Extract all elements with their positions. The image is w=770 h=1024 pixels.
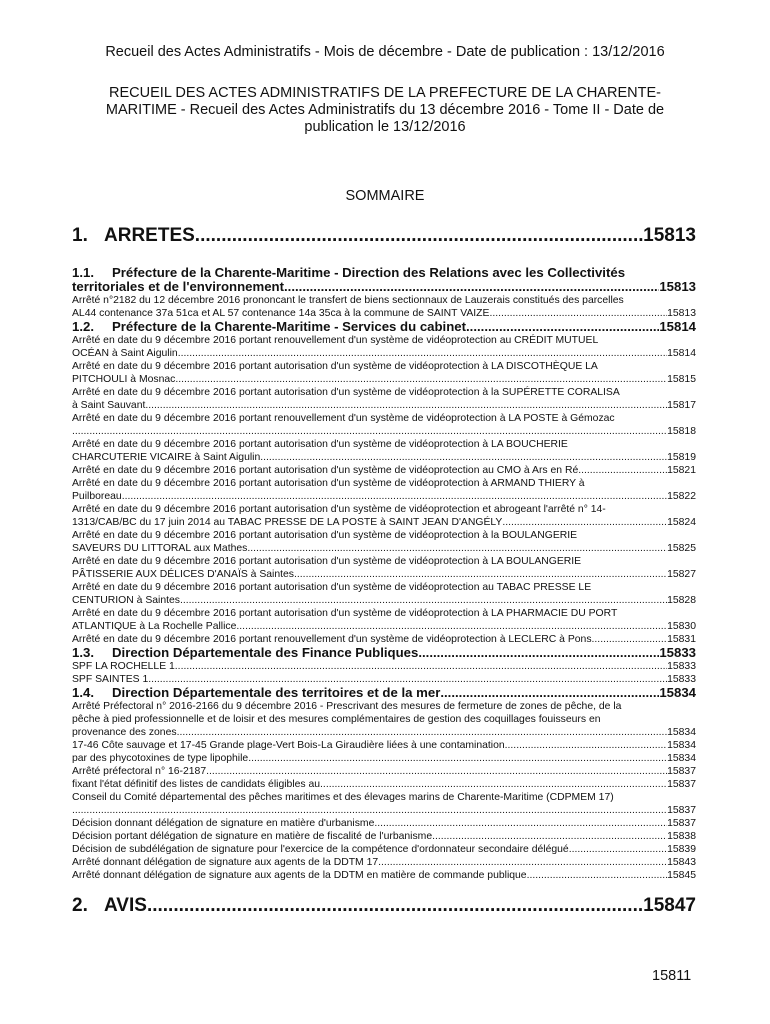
leader-dots: [578, 464, 667, 477]
title-line: publication le 13/12/2016: [304, 119, 466, 135]
toc-entry[interactable]: [72, 555, 696, 581]
leader-dots: [122, 490, 667, 503]
entry-text: 17-46 Côte sauvage et 17-45 Grande plage-Vert Bois-La Giraudière liées à une contamination: [72, 740, 505, 751]
page-ref: 15845: [667, 870, 696, 881]
page-ref: 15837: [667, 805, 696, 816]
entry-text: PITCHOULI à Mosnac: [72, 374, 176, 385]
page-ref: 15837: [667, 818, 696, 829]
page-ref: 15814: [667, 348, 696, 359]
page-ref: 15822: [667, 491, 696, 502]
leader-dots: [440, 686, 659, 700]
leader-dots: [206, 765, 667, 778]
leader-dots: [148, 673, 667, 686]
leader-dots: [147, 895, 643, 917]
leader-dots: [432, 830, 667, 843]
section-1-3-heading[interactable]: [72, 646, 696, 660]
page-ref: 15813: [667, 308, 696, 319]
page-ref: 15824: [667, 517, 696, 528]
entry-text: Arrêté en date du 9 décembre 2016 portant renouvellement d'un système de vidéoprotection à LECLERC à Pons: [72, 634, 592, 645]
part-number: 2.: [72, 895, 88, 916]
leader-dots: [195, 225, 643, 247]
entry-text: SPF SAINTES 1: [72, 674, 149, 685]
page-ref: 15831: [667, 634, 696, 645]
entry-text: Arrêté donnant délégation de signature aux agents de la DDTM en matière de commande publique: [72, 870, 527, 881]
section-1-1-entries: [72, 294, 696, 320]
page-ref: 15819: [667, 452, 696, 463]
entry-text: Arrêté en date du 9 décembre 2016 portant autorisation d'un système de vidéoprotection au CMO à Ars en Ré: [72, 465, 579, 476]
entry-text: CHARCUTERIE VICAIRE à Saint Aigulin: [72, 452, 261, 463]
entry-text: Décision donnant délégation de signature en matière d'urbanisme: [72, 818, 375, 829]
entry-text: Arrêté en date du 9 décembre 2016 portant autorisation d'un système de vidéoprotection à LA BOUCHERIE: [72, 439, 568, 450]
entry-text: Arrêté en date du 9 décembre 2016 portant renouvellement d'un système de vidéoprotection à LA POSTE à Gémozac: [72, 413, 615, 424]
toc-part-2[interactable]: [72, 895, 696, 917]
page-ref: 15837: [667, 766, 696, 777]
leader-dots: [72, 425, 667, 438]
toc-entry[interactable]: [72, 529, 696, 555]
entry-text: Arrêté en date du 9 décembre 2016 portant autorisation d'un système de vidéoprotection à LA BOULANGERIE: [72, 556, 582, 567]
leader-dots: [175, 373, 667, 386]
leader-dots: [247, 542, 667, 555]
page-ref: 15813: [659, 280, 696, 294]
toc-entry[interactable]: [72, 660, 696, 673]
leader-dots: [294, 568, 667, 581]
page-ref: 15833: [659, 646, 696, 660]
toc-entry[interactable]: [72, 438, 696, 464]
page-ref: 15834: [659, 686, 696, 700]
entry-text: Arrêté préfectoral n° 16-2187: [72, 766, 207, 777]
page-ref: 15818: [667, 426, 696, 437]
leader-dots: [248, 752, 667, 765]
part-number: 1.: [72, 225, 88, 246]
leader-dots: [505, 739, 667, 752]
page-ref: 15847: [643, 895, 696, 916]
document-title: [68, 85, 702, 136]
entry-text: Arrêté en date du 9 décembre 2016 portant autorisation d'un système de vidéoprotection au TABAC PRESSE LE: [72, 582, 592, 593]
toc-entry[interactable]: [72, 778, 696, 791]
entry-text: SPF LA ROCHELLE 1: [72, 661, 175, 672]
page-ref: 15843: [667, 857, 696, 868]
entry-text: Arrêté en date du 9 décembre 2016 portant autorisation d'un système de vidéoprotection à ARMAND THIERY à: [72, 478, 585, 489]
leader-dots: [527, 869, 668, 882]
toc-entry[interactable]: [72, 830, 696, 843]
page-ref: 15834: [667, 727, 696, 738]
leader-dots: [502, 516, 667, 529]
leader-dots: [236, 620, 667, 633]
page-ref: 15839: [667, 844, 696, 855]
leader-dots: [178, 347, 667, 360]
toc-part-1[interactable]: [72, 225, 696, 247]
leader-dots: [175, 660, 667, 673]
section-label: territoriales et de l'environnement: [72, 280, 284, 294]
section-label: Préfecture de la Charente-Maritime - Services du cabinet: [112, 320, 466, 334]
section-label: Préfecture de la Charente-Maritime - Direction des Relations avec les Collectivités: [112, 265, 626, 280]
section-1-1-heading[interactable]: [72, 266, 696, 294]
toc-entry[interactable]: [72, 334, 696, 360]
entry-text: Arrêté n°2182 du 12 décembre 2016 prononcant le transfert de biens sectionnaux de Lauzerais constitués des parcelles: [72, 295, 624, 306]
entry-text: Conseil du Comité départemental des pêches maritimes et des élevages marins de Charente-Maritime (CDPMEM 17): [72, 792, 614, 803]
page-ref: 15821: [667, 465, 696, 476]
entry-text: Arrêté en date du 9 décembre 2016 portant renouvellement d'un système de vidéoprotection au CRÉDIT MUTUEL: [72, 335, 599, 346]
table-of-contents: [72, 266, 696, 882]
toc-entry[interactable]: [72, 412, 696, 438]
leader-dots: [418, 646, 659, 660]
leader-dots: [378, 856, 667, 869]
leader-dots: [72, 804, 667, 817]
part-label: AVIS: [104, 895, 147, 916]
section-1-2-entries: [72, 334, 696, 646]
entry-text: Arrêté en date du 9 décembre 2016 portant autorisation d'un système de vidéoprotection et abrogeant l'arrêté n° 14-: [72, 504, 606, 515]
entry-text: SAVEURS DU LITTORAL aux Mathes: [72, 543, 248, 554]
entry-text: Puilboreau: [72, 491, 122, 502]
page-ref: 15838: [667, 831, 696, 842]
page-ref: 15837: [667, 779, 696, 790]
page-ref: 15813: [643, 225, 696, 246]
page-ref: 15830: [667, 621, 696, 632]
toc-entry[interactable]: [72, 386, 696, 412]
leader-dots: [466, 320, 659, 334]
leader-dots: [180, 594, 667, 607]
entry-text: Arrêté en date du 9 décembre 2016 portant autorisation d'un système de vidéoprotection à LA DISCOTHÈQUE LA: [72, 361, 598, 372]
page-ref: 15833: [667, 674, 696, 685]
section-number: 1.1.: [72, 265, 94, 280]
toc-entry[interactable]: [72, 477, 696, 503]
page-ref: 15815: [667, 374, 696, 385]
toc-entry[interactable]: [72, 581, 696, 607]
page-ref: 15834: [667, 740, 696, 751]
section-1-3-entries: [72, 660, 696, 686]
toc-entry[interactable]: [72, 464, 696, 477]
entry-text: fixant l'état définitif des listes de candidats éligibles au: [72, 779, 321, 790]
page-ref: 15828: [667, 595, 696, 606]
leader-dots: [592, 633, 668, 646]
entry-text: à Saint Sauvant: [72, 400, 146, 411]
leader-dots: [569, 843, 667, 856]
leader-dots: [145, 399, 667, 412]
entry-text: par des phycotoxines de type lipophile: [72, 753, 249, 764]
toc-entry[interactable]: [72, 294, 696, 320]
entry-text: Arrêté en date du 9 décembre 2016 portant autorisation d'un système de vidéoprotection à LA PHARMACIE DU PORT: [72, 608, 618, 619]
entry-text: pêche à pied professionnelle et de loisir et des mesures complémentaires de gestion des coquillages fouisseurs en: [72, 714, 601, 725]
toc-entry[interactable]: [72, 869, 696, 882]
entry-text: Arrêté Préfectoral n° 2016-2166 du 9 décembre 2016 - Prescrivant des mesures de fermeture de zones de pêche, de la: [72, 701, 622, 712]
toc-entry[interactable]: [72, 700, 696, 739]
toc-entry[interactable]: [72, 739, 696, 752]
entry-text: AL44 contenance 37a 51ca et AL 57 contenance 14a 35ca à la commune de SAINT VAIZE: [72, 308, 490, 319]
page-ref: 15814: [659, 320, 696, 334]
toc-entry[interactable]: [72, 673, 696, 686]
page-ref: 15817: [667, 400, 696, 411]
section-1-4-heading[interactable]: [72, 686, 696, 700]
section-number: 1.2.: [72, 320, 94, 334]
entry-text: CENTURION à Saintes: [72, 595, 180, 606]
entry-text: OCÉAN à Saint Aigulin: [72, 348, 178, 359]
entry-text: Arrêté donnant délégation de signature aux agents de la DDTM 17: [72, 857, 379, 868]
toc-entry[interactable]: [72, 633, 696, 646]
running-header: Recueil des Actes Administratifs - Mois de décembre - Date de publication : 13/12/2016: [105, 44, 665, 60]
page-number: 15811: [652, 968, 692, 984]
page-ref: 15833: [667, 661, 696, 672]
leader-dots: [177, 726, 668, 739]
leader-dots: [374, 817, 667, 830]
section-1-4-entries: [72, 739, 696, 882]
toc-entry[interactable]: [72, 503, 696, 529]
toc-entry[interactable]: [72, 752, 696, 765]
toc-entry[interactable]: [72, 791, 696, 817]
title-line: RECUEIL DES ACTES ADMINISTRATIFS DE LA PREFECTURE DE LA CHARENTE-: [109, 85, 661, 101]
page-ref: 15834: [667, 753, 696, 764]
title-line: MARITIME - Recueil des Actes Administratifs du 13 décembre 2016 - Tome II - Date de: [105, 102, 665, 118]
page-ref: 15827: [667, 569, 696, 580]
section-1-2-heading[interactable]: [72, 320, 696, 334]
toc-entry[interactable]: [72, 843, 696, 856]
section-label: Direction Départementale des Finance Publiques: [112, 646, 419, 660]
toc-entry[interactable]: [72, 856, 696, 869]
entry-text: Arrêté en date du 9 décembre 2016 portant autorisation d'un système de vidéoprotection à la SUPÉRETTE CORALISA: [72, 387, 620, 398]
section-number: 1.4.: [72, 686, 94, 700]
toc-entry[interactable]: [72, 817, 696, 830]
entry-text: Décision de subdélégation de signature pour l'exercice de la compétence d'ordonnateur secondaire délégué: [72, 844, 569, 855]
entry-text: ATLANTIQUE à La Rochelle Pallice: [72, 621, 237, 632]
toc-entry[interactable]: [72, 765, 696, 778]
entry-text: 1313/CAB/BC du 17 juin 2014 au TABAC PRESSE DE LA POSTE à SAINT JEAN D'ANGÉLY: [72, 517, 503, 528]
entry-text: provenance des zones: [72, 727, 177, 738]
toc-entry[interactable]: [72, 607, 696, 633]
entry-text: Décision portant délégation de signature en matière de fiscalité de l'urbanisme: [72, 831, 433, 842]
section-label: Direction Départementale des territoires et de la mer: [112, 686, 441, 700]
part-label: ARRETES: [104, 225, 195, 246]
toc-entry[interactable]: [72, 360, 696, 386]
leader-dots: [260, 451, 667, 464]
leader-dots: [320, 778, 667, 791]
entry-text: PÂTISSERIE AUX DÉLICES D'ANAÏS à Saintes: [72, 569, 295, 580]
leader-dots: [284, 280, 659, 294]
section-number: 1.3.: [72, 646, 94, 660]
page-ref: 15825: [667, 543, 696, 554]
leader-dots: [489, 307, 667, 320]
entry-text: Arrêté en date du 9 décembre 2016 portant autorisation d'un système de vidéoprotection à la BOULANGERIE: [72, 530, 578, 541]
sommaire-heading: SOMMAIRE: [345, 188, 425, 204]
